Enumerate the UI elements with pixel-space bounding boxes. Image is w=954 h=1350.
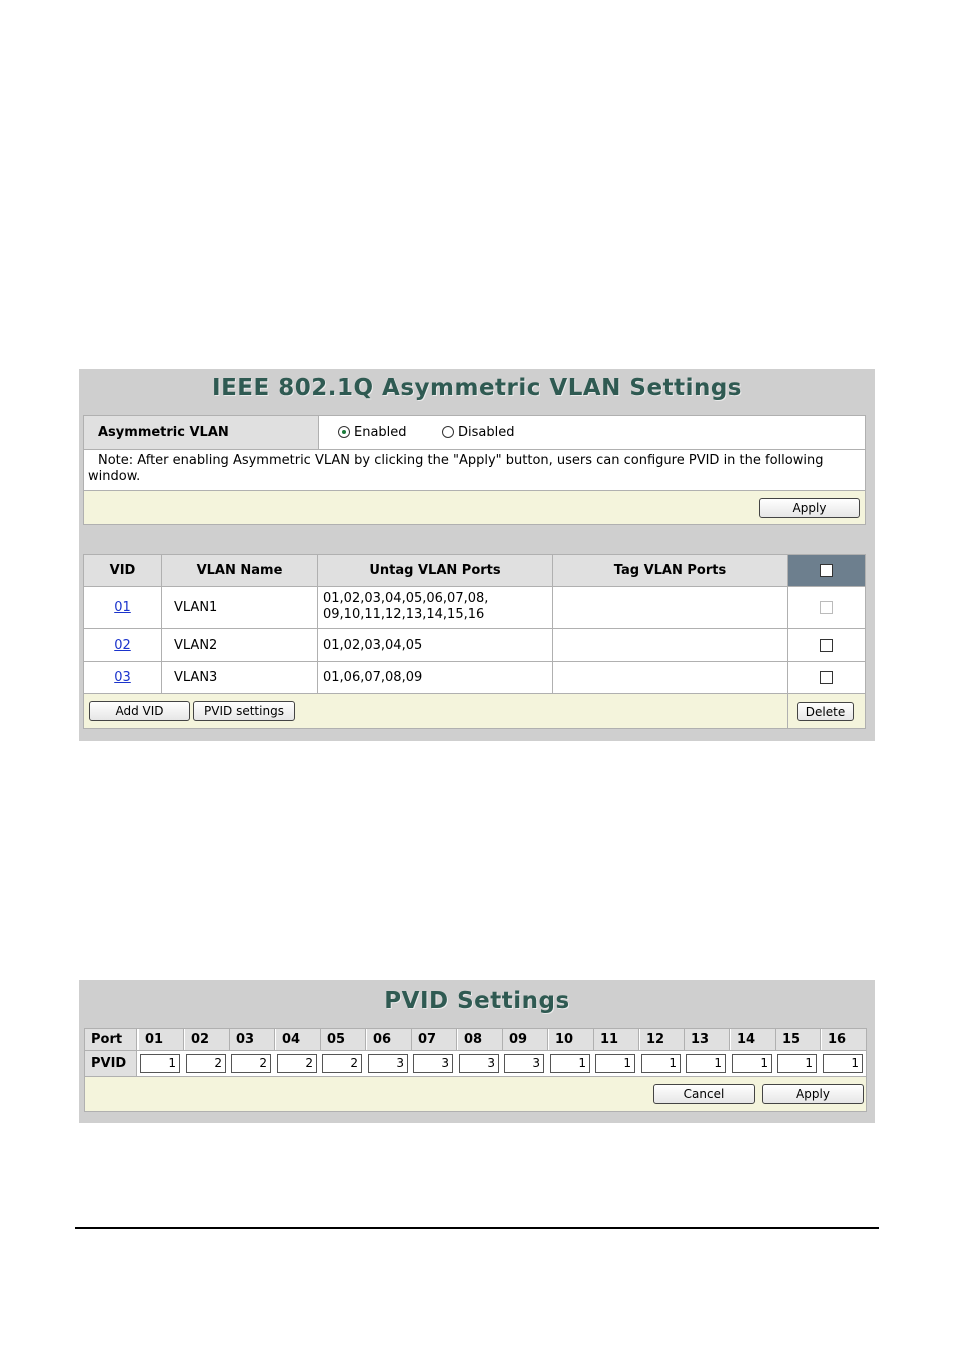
delete-button[interactable]: Delete [797, 702, 854, 721]
pvid-settings-button[interactable]: PVID settings [193, 701, 295, 721]
pvid-apply-button[interactable]: Apply [762, 1084, 864, 1104]
asymmetric-vlan-panel [79, 369, 875, 741]
port-header: 10 [549, 1029, 594, 1051]
port-header: 08 [458, 1029, 503, 1051]
port-header: 01 [139, 1029, 184, 1051]
port-header: 15 [776, 1029, 821, 1051]
asymmetric-note: Note: After enabling Asymmetric VLAN by clicking the "Apply" button, users can configure PVID in the following window. [88, 453, 824, 484]
tag-ports-header: Tag VLAN Ports [553, 555, 788, 587]
pvid-input[interactable]: 3 [368, 1054, 408, 1073]
pvid-input[interactable]: 1 [641, 1054, 681, 1073]
divider [84, 449, 865, 450]
pvid-input[interactable]: 2 [322, 1054, 362, 1073]
port-label: Port [85, 1029, 137, 1051]
table-row-3-vid [84, 662, 162, 694]
pvid-cancel-button[interactable]: Cancel [653, 1084, 755, 1104]
asymmetric-settings-box [83, 415, 866, 525]
pvid-input[interactable]: 1 [550, 1054, 590, 1073]
pvid-input[interactable]: 1 [140, 1054, 180, 1073]
tag-ports-cell [553, 629, 788, 662]
pvid-footer [85, 1076, 866, 1111]
vlan-name-cell: VLAN3 [162, 662, 318, 694]
port-header: 07 [412, 1029, 457, 1051]
pvid-input[interactable]: 1 [686, 1054, 726, 1073]
untag-ports-line: 09,10,11,12,13,14,15,16 [323, 607, 485, 622]
select-all-header [788, 555, 865, 587]
pvid-label: PVID [85, 1051, 137, 1076]
port-header: 13 [685, 1029, 730, 1051]
port-header: 11 [594, 1029, 639, 1051]
untag-ports-line: 01,02,03,04,05,06,07,08, [323, 591, 489, 606]
vid-link-03[interactable]: 03 [114, 670, 131, 685]
enabled-radio[interactable] [338, 426, 350, 438]
pvid-input[interactable]: 2 [186, 1054, 226, 1073]
vid-link-02[interactable]: 02 [114, 638, 131, 653]
asymmetric-vlan-title: IEEE 802.1Q Asymmetric VLAN Settings [212, 375, 742, 401]
pvid-input[interactable]: 3 [459, 1054, 499, 1073]
row-select-cell [788, 587, 865, 629]
port-header: 14 [731, 1029, 776, 1051]
vlan-table-footer [84, 694, 788, 728]
port-header: 16 [822, 1029, 867, 1051]
asymmetric-vlan-label: Asymmetric VLAN [84, 416, 319, 449]
pvid-input[interactable]: 3 [413, 1054, 453, 1073]
port-header: 09 [503, 1029, 548, 1051]
untag-ports-header: Untag VLAN Ports [318, 555, 553, 587]
row-checkbox-01 [820, 601, 833, 614]
pvid-input[interactable]: 1 [595, 1054, 635, 1073]
port-header: 04 [276, 1029, 321, 1051]
untag-ports-cell: 01,06,07,08,09 [318, 662, 553, 694]
tag-ports-cell [553, 587, 788, 629]
vlan-name-cell: VLAN1 [162, 587, 318, 629]
row-select-cell [788, 662, 865, 694]
page-bottom-rule [75, 1227, 879, 1229]
port-header: 12 [640, 1029, 685, 1051]
enabled-label: Enabled [354, 425, 407, 440]
port-header: 02 [185, 1029, 230, 1051]
disabled-radio-group[interactable] [442, 416, 514, 449]
pvid-input[interactable]: 2 [231, 1054, 271, 1073]
pvid-settings-title: PVID Settings [384, 988, 570, 1014]
disabled-radio[interactable] [442, 426, 454, 438]
row-select-cell [788, 629, 865, 662]
pvid-settings-panel [79, 980, 875, 1123]
pvid-input[interactable]: 1 [777, 1054, 817, 1073]
untag-ports-cell: 01,02,03,04,05 [318, 629, 553, 662]
row-checkbox-02[interactable] [820, 639, 833, 652]
port-header: 05 [321, 1029, 366, 1051]
untag-ports-cell [318, 587, 553, 629]
vlan-name-cell: VLAN2 [162, 629, 318, 662]
disabled-label: Disabled [458, 425, 515, 440]
table-row-2-vid [84, 629, 162, 662]
vid-link-01[interactable]: 01 [114, 600, 131, 615]
select-all-checkbox[interactable] [820, 564, 833, 577]
pvid-input[interactable]: 1 [823, 1054, 863, 1073]
asymmetric-footer [84, 490, 865, 524]
port-header: 03 [230, 1029, 275, 1051]
vid-header: VID [84, 555, 162, 587]
row-checkbox-03[interactable] [820, 671, 833, 684]
pvid-table-box [84, 1028, 867, 1112]
add-vid-button[interactable]: Add VID [89, 701, 190, 721]
delete-footer-cell [788, 694, 865, 728]
table-row-1-vid [84, 587, 162, 629]
tag-ports-cell [553, 662, 788, 694]
vlan-name-header: VLAN Name [162, 555, 318, 587]
asymmetric-apply-button[interactable]: Apply [759, 498, 860, 518]
enabled-radio-group[interactable] [338, 416, 407, 449]
pvid-input[interactable]: 3 [504, 1054, 544, 1073]
vlan-table-box [83, 554, 866, 729]
pvid-input[interactable]: 2 [277, 1054, 317, 1073]
pvid-input[interactable]: 1 [732, 1054, 772, 1073]
port-header: 06 [367, 1029, 412, 1051]
